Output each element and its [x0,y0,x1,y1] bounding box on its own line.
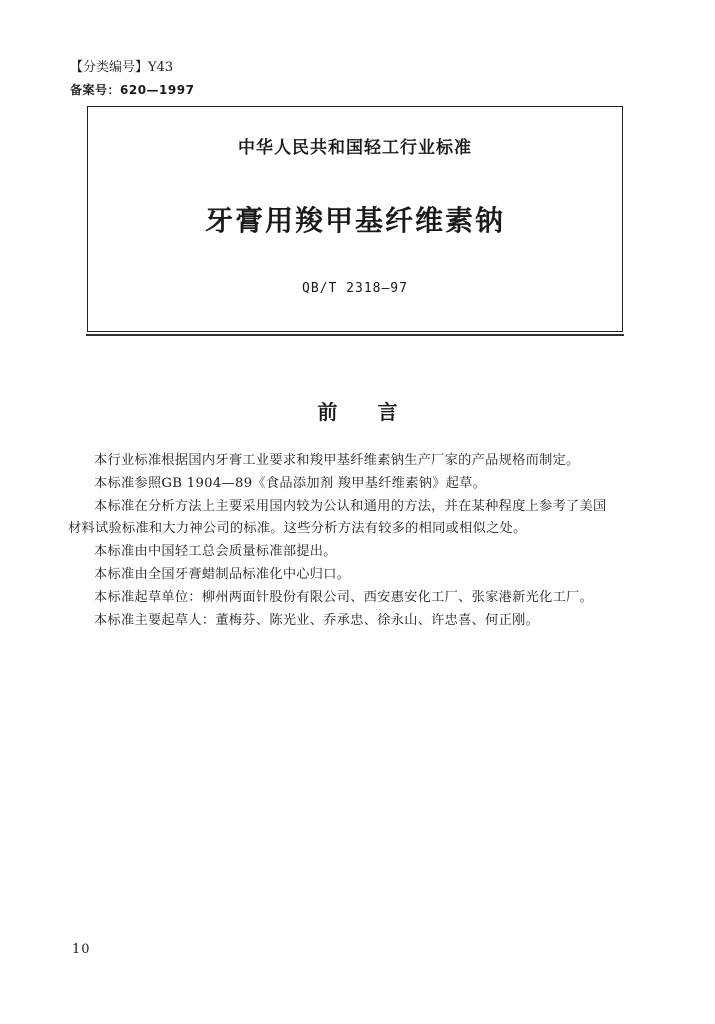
foreword-paragraph: 本标准由中国轻工总会质量标准部提出。 [94,544,337,559]
record-number: 备案号：620—1997 [70,83,195,97]
foreword-paragraph: 材料试验标准和大力神公司的标准。这些分析方法有较多的相同或相似之处。 [68,521,527,536]
document-title: 牙膏用羧甲基纤维素钠 [204,204,505,237]
foreword-paragraph: 本标准由全国牙膏蜡制品标准化中心归口。 [94,567,351,582]
foreword-paragraph: 本标准参照GB 1904—89《食品添加剂 羧甲基纤维素钠》起草。 [94,476,487,491]
standard-header-box [87,106,623,332]
foreword-paragraph: 本标准在分析方法上主要采用国内较为公认和通用的方法，并在某种程度上参考了美国 [94,499,607,514]
foreword-title: 前言 [317,400,438,424]
classification-code: 【分类编号】Y43 [70,60,174,75]
foreword-paragraph: 本标准主要起草人：董梅芬、陈光业、乔承忠、徐永山、许忠喜、何正刚。 [94,613,540,628]
foreword-paragraph: 本行业标准根据国内牙膏工业要求和羧甲基纤维素钠生产厂家的产品规格而制定。 [94,453,580,468]
page-number: 10 [72,942,91,957]
industry-standard-title: 中华人民共和国轻工行业标准 [238,138,472,158]
standard-number: QB/T 2318—97 [302,281,408,296]
foreword-paragraph: 本标准起草单位：柳州两面针股份有限公司、西安惠安化工厂、张家港新光化工厂。 [94,590,594,605]
